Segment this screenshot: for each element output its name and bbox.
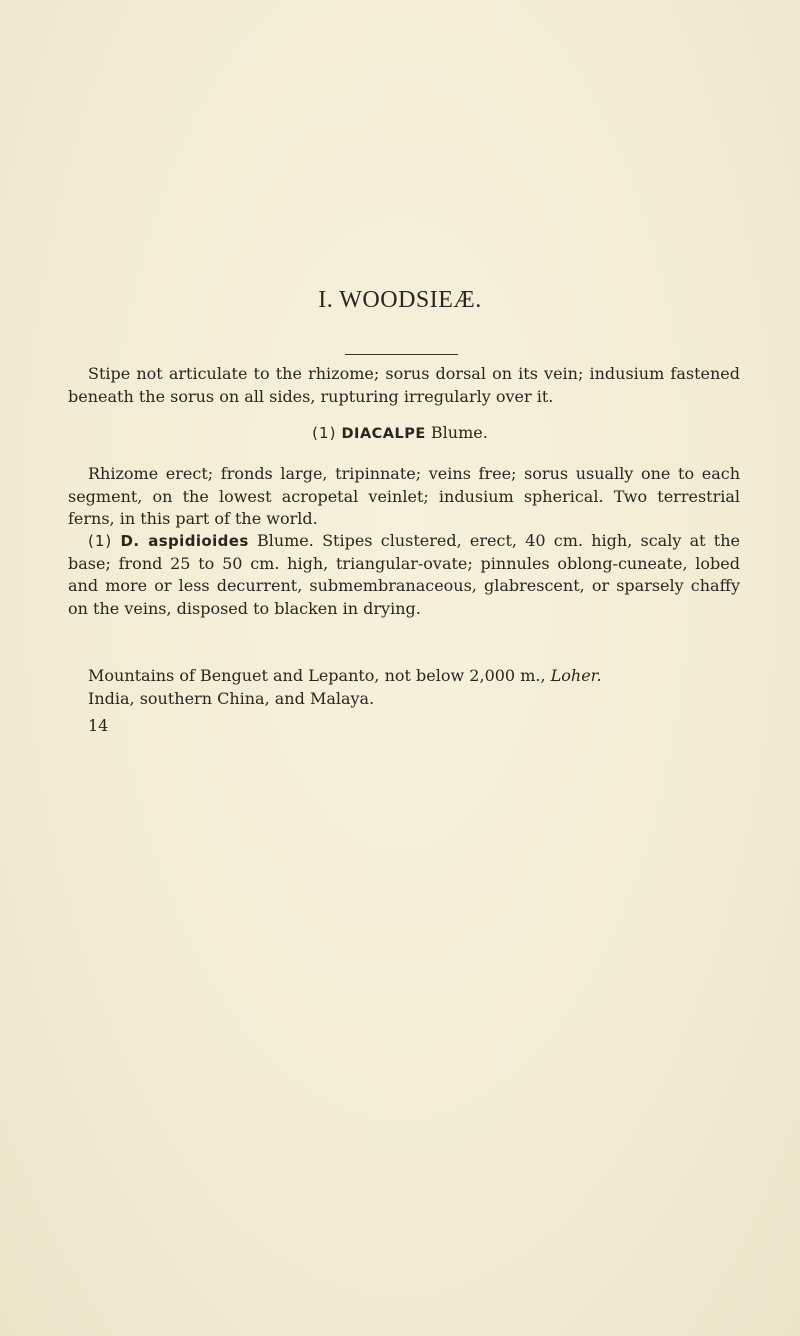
species-distribution: India, southern China, and Malaya.: [88, 689, 375, 708]
species-locality-line: [88, 665, 602, 687]
species-name: D. aspidioides: [120, 532, 249, 550]
genus-name: DIACALPE: [341, 426, 426, 442]
species-locality: Mountains of Benguet and Lepanto, not below 2,000 m.,: [88, 666, 546, 685]
genus-author: Blume.: [430, 423, 488, 442]
page-number: 14: [88, 716, 109, 735]
genus-description: Rhizome erect; fronds large, tripinnate; veins free; sorus usually one to each segment, on the lowest acropetal veinlet; indusium spherical. Two terrestrial ferns, in this part of the world.: [68, 464, 740, 528]
heading-divider: [345, 354, 458, 355]
tribe-description: Stipe not articulate to the rhizome; sorus dorsal on its vein; indusium fastened beneath the sorus on all sides, rupturing irregularly over it.: [68, 364, 740, 406]
species-number: (1): [88, 532, 113, 550]
genus-heading: [0, 422, 800, 445]
species-author: Blume.: [256, 531, 314, 550]
section-heading: I. WOODSIEÆ.: [318, 287, 482, 313]
species-entry: [68, 530, 740, 620]
species-collector: Loher.: [550, 666, 602, 685]
species-description: Stipes clustered, erect, 40 cm. high, scaly at the base; frond 25 to 50 cm. high, triangular-ovate; pinnules oblong-cuneate, lobed and more or less decurrent, submembranaceous, glabrescent, or sparsely chaffy on the veins, disposed to blacken in drying.: [68, 531, 740, 618]
genus-number: (1): [312, 424, 337, 442]
